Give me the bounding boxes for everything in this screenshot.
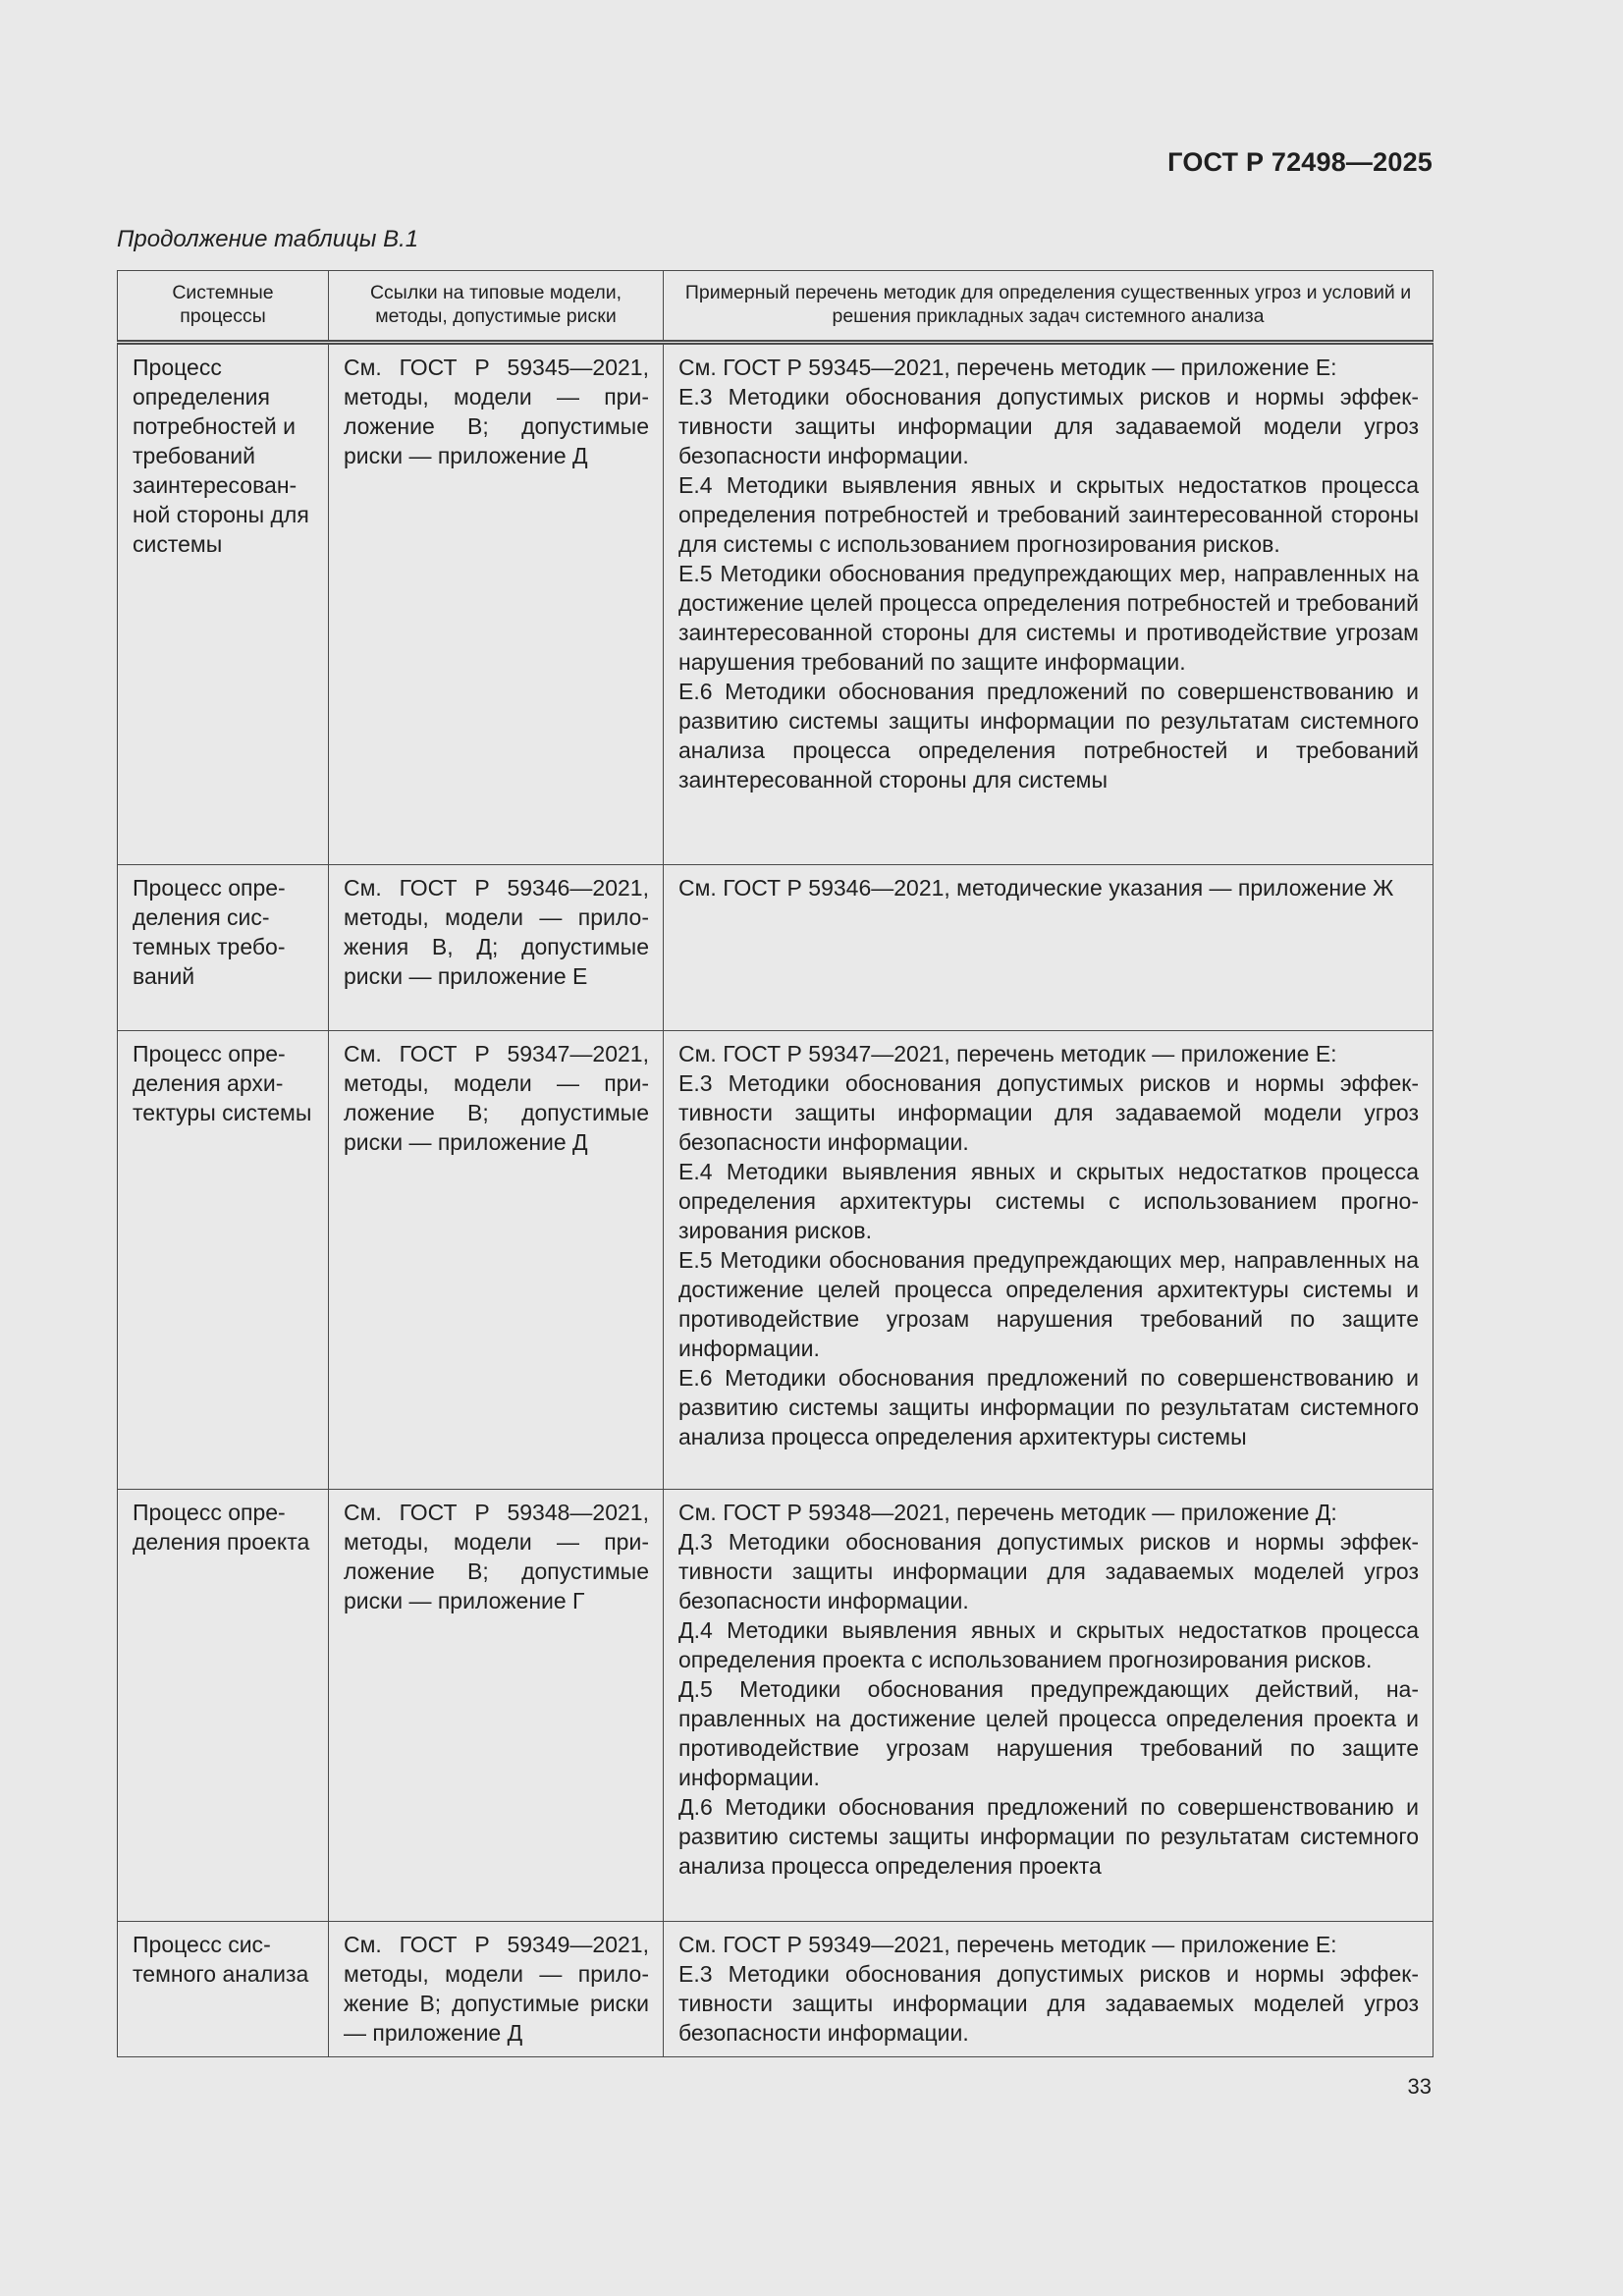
process-cell: Процесс определения проекта: [118, 1490, 329, 1922]
methods-line: См. ГОСТ Р 59349—2021, перечень методик — приложение Е:: [678, 1932, 1337, 1957]
table-header-row: [118, 271, 1434, 343]
references-cell: См. ГОСТ Р 59348—2021, методы, модели — приложение В; допустимые риски — приложение Г: [329, 1490, 664, 1922]
table-caption: Продолжение таблицы В.1: [117, 226, 419, 252]
methods-cell: [664, 865, 1434, 1031]
methods-cell: [664, 1031, 1434, 1490]
process-cell: Процесс определения архитектуры системы: [118, 1031, 329, 1490]
references-cell: См. ГОСТ Р 59347—2021, методы, модели — приложение В; допустимые риски — приложение Д: [329, 1031, 664, 1490]
process-cell: Процесс определения потребностей и требований заинтересованной стороны для системы: [118, 343, 329, 865]
methods-line: Е.4 Методики выявления явных и скрытых недостатков процесса определения архитектуры системы с использованием прогнозирования рисков.: [678, 1159, 1419, 1243]
document-code: ГОСТ Р 72498—2025: [1167, 147, 1433, 177]
references-cell: См. ГОСТ Р 59349—2021, методы, модели — приложение В; допустимые риски — приложение Д: [329, 1922, 664, 2057]
methods-line: Е.3 Методики обоснования допустимых рисков и нормы эффективности защиты информации для задаваемой модели угроз безопасности информации.: [678, 384, 1419, 468]
column-header-references: Ссылки на типовые модели, методы, допустимые риски: [329, 271, 664, 343]
methods-line: Е.4 Методики выявления явных и скрытых недостатков процесса определения потребностей и требований заинтересованной стороны для системы с использованием прогнозирования рисков.: [678, 472, 1419, 557]
table-row: [118, 343, 1434, 865]
table-row: [118, 1490, 1434, 1922]
methods-line: См. ГОСТ Р 59346—2021, методические указания — приложение Ж: [678, 875, 1394, 901]
column-header-methods: Примерный перечень методик для определения существенных угроз и условий и решения прикладных задач системного анализа: [664, 271, 1434, 343]
table-row: [118, 865, 1434, 1031]
methods-line: Е.3 Методики обоснования допустимых рисков и нормы эффективности защиты информации для задаваемых моделей угроз безопасности информации.: [678, 1961, 1419, 2046]
methods-line: См. ГОСТ Р 59348—2021, перечень методик — приложение Д:: [678, 1500, 1337, 1525]
methods-cell: [664, 343, 1434, 865]
methods-line: Е.3 Методики обоснования допустимых рисков и нормы эффективности защиты информации для задаваемой модели угроз безопасности информации.: [678, 1070, 1419, 1155]
methods-line: См. ГОСТ Р 59345—2021, перечень методик — приложение Е:: [678, 355, 1337, 380]
methods-line: Е.5 Методики обоснования предупреждающих мер, направленных на достижение целей процесса определения потребностей и требований заинтересованной стороны для системы и противодействие угрозам нарушения требований по защите информации.: [678, 561, 1419, 675]
references-cell: См. ГОСТ Р 59345—2021, методы, модели — приложение В; допустимые риски — приложение Д: [329, 343, 664, 865]
table-row: [118, 1031, 1434, 1490]
methods-line: Д.5 Методики обоснования предупреждающих действий, направленных на достижение целей процесса определения проекта и противодействие угрозам нарушения требований по защите информации.: [678, 1676, 1419, 1790]
methods-table: [117, 270, 1434, 2057]
process-cell: Процесс системного анализа: [118, 1922, 329, 2057]
column-header-processes: Системные процессы: [118, 271, 329, 343]
methods-line: Д.3 Методики обоснования допустимых рисков и нормы эффективности защиты информации для задаваемых моделей угроз безопасности информации.: [678, 1529, 1419, 1613]
methods-line: Е.6 Методики обоснования предложений по совершенствованию и развитию системы защиты информации по результатам системного анализа процесса определения потребностей и требований заинтересованной стороны для системы: [678, 679, 1419, 793]
methods-line: Д.6 Методики обоснования предложений по совершенствованию и развитию системы защиты информации по результатам системного анализа процесса определения проекта: [678, 1794, 1419, 1879]
methods-line: Д.4 Методики выявления явных и скрытых недостатков процесса определения проекта с использованием прогнозирования рисков.: [678, 1617, 1419, 1672]
references-cell: См. ГОСТ Р 59346—2021, методы, модели — приложения В, Д; допустимые риски — приложение Е: [329, 865, 664, 1031]
methods-cell: [664, 1922, 1434, 2057]
process-cell: Процесс определения системных требований: [118, 865, 329, 1031]
methods-line: Е.5 Методики обоснования предупреждающих мер, направленных на достижение целей процесса определения архитектуры системы и противодействие угрозам нарушения требований по защите информации.: [678, 1247, 1419, 1361]
table-row: [118, 1922, 1434, 2057]
methods-line: См. ГОСТ Р 59347—2021, перечень методик — приложение Е:: [678, 1041, 1337, 1066]
methods-cell: [664, 1490, 1434, 1922]
methods-line: Е.6 Методики обоснования предложений по совершенствованию и развитию системы защиты информации по результатам системного анализа процесса определения архитектуры системы: [678, 1365, 1419, 1449]
page-number: 33: [1407, 2074, 1432, 2099]
